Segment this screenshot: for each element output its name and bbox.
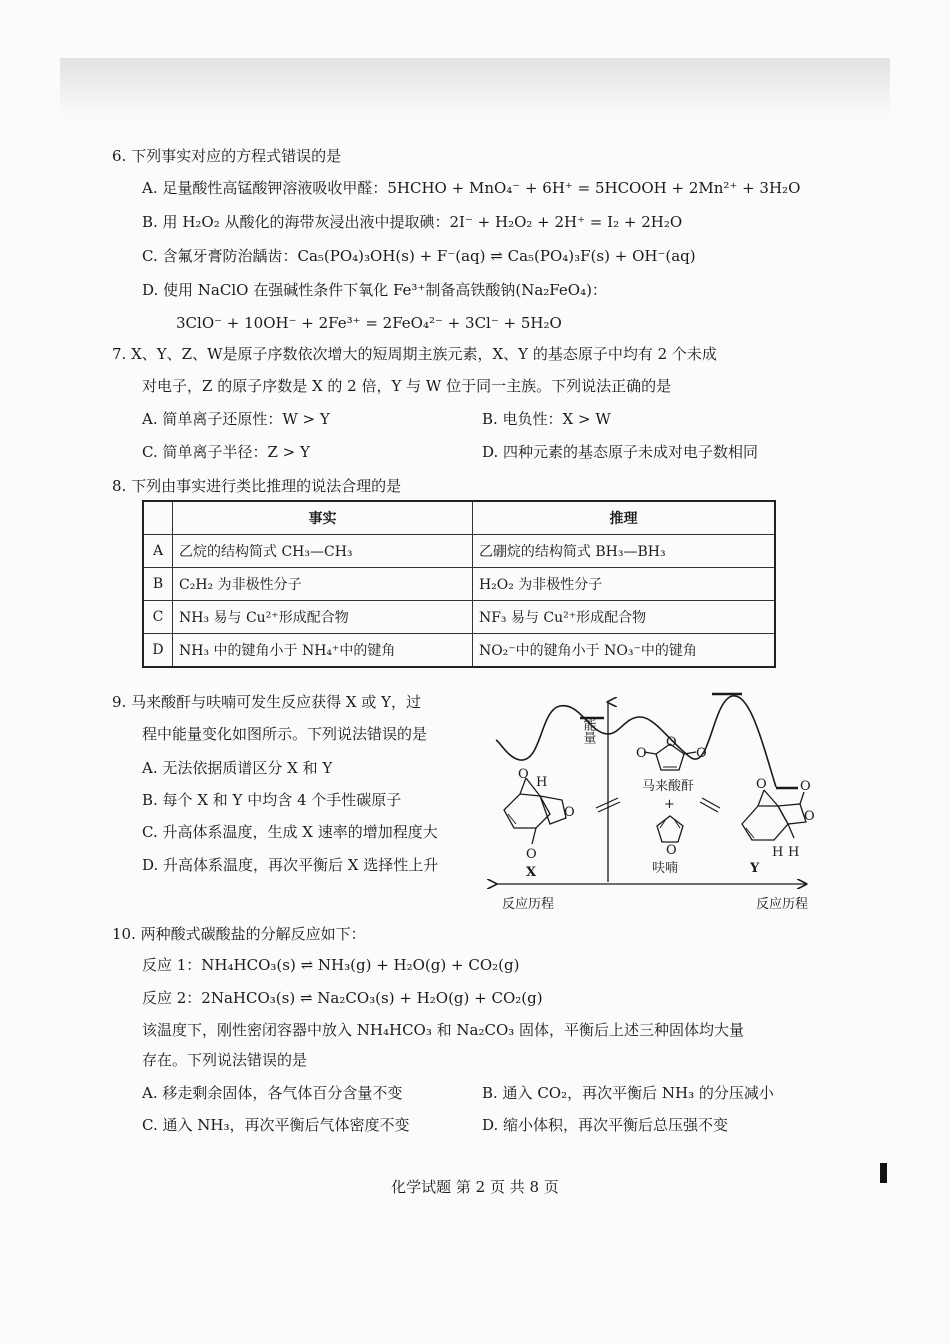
atom-o: O	[804, 809, 815, 824]
row-label: C	[143, 601, 173, 634]
energy-profile-svg	[480, 682, 820, 918]
q6-option-a: A. 足量酸性高锰酸钾溶液吸收甲醛：5HCHO + MnO₄⁻ + 6H⁺ = 5HCOOH + 2Mn²⁺ + 3H₂O	[142, 179, 801, 197]
table-row	[143, 568, 775, 601]
q9-stem-line2: 程中能量变化如图所示。下列说法错误的是	[142, 725, 428, 743]
atom-o: O	[800, 779, 811, 794]
maleic-anhydride-label: 马来酸酐	[642, 779, 695, 794]
atom-o: O	[696, 746, 707, 761]
q10-option-a: A. 移走剩余固体，各气体百分含量不变	[142, 1084, 403, 1102]
scan-shadow	[60, 58, 890, 118]
q7-option-d: D. 四种元素的基态原子未成对电子数相同	[482, 443, 759, 461]
q9-option-b: B. 每个 X 和 Y 中均含 4 个手性碳原子	[142, 791, 402, 809]
product-y-label: Y	[750, 861, 760, 876]
q9-stem-line1: 9. 马来酸酐与呋喃可发生反应获得 X 或 Y，过	[112, 693, 421, 711]
row-fact: NH₃ 中的键角小于 NH₄⁺中的键角	[173, 634, 473, 668]
x-axis-label-left: 反应历程	[502, 897, 555, 912]
table-header-inference: 推理	[472, 501, 775, 535]
atom-o: O	[756, 777, 767, 792]
table-header-empty	[143, 501, 173, 535]
q7-stem-line1: 7. X、Y、Z、W是原子序数依次增大的短周期主族元素，X、Y 的基态原子中均有 2 个未成	[112, 345, 717, 363]
atom-h: H	[788, 845, 800, 860]
q10-stem: 10. 两种酸式碳酸盐的分解反应如下：	[112, 925, 366, 943]
plus-sign: +	[664, 797, 675, 812]
page-footer: 化学试题 第 2 页 共 8 页	[391, 1178, 559, 1196]
table-row	[143, 601, 775, 634]
q8-stem: 8. 下列由事实进行类比推理的说法合理的是	[112, 477, 402, 495]
table-header-row	[143, 501, 775, 535]
maleic-anhydride-structure	[636, 735, 707, 770]
product-x-label: X	[526, 865, 537, 880]
row-label: A	[143, 535, 173, 568]
energy-curve-y	[608, 696, 776, 787]
q9-option-c: C. 升高体系温度，生成 X 速率的增加程度大	[142, 823, 438, 841]
atom-o: O	[666, 843, 677, 858]
q6-option-b: B. 用 H₂O₂ 从酸化的海带灰浸出液中提取碘：2I⁻ + H₂O₂ + 2H⁺ = I₂ + 2H₂O	[142, 213, 683, 231]
row-inference: 乙硼烷的结构简式 BH₃—BH₃	[472, 535, 775, 568]
q9-option-a: A. 无法依据质谱区分 X 和 Y	[142, 759, 333, 777]
row-label: B	[143, 568, 173, 601]
q10-option-d: D. 缩小体积，再次平衡后总压强不变	[482, 1116, 729, 1134]
q10-option-b: B. 通入 CO₂，再次平衡后 NH₃ 的分压减小	[482, 1084, 774, 1102]
row-fact: C₂H₂ 为非极性分子	[173, 568, 473, 601]
table-header-fact: 事实	[173, 501, 473, 535]
q6-option-d-equation: 3ClO⁻ + 10OH⁻ + 2Fe³⁺ = 2FeO₄²⁻ + 3Cl⁻ + 5H₂O	[176, 314, 562, 332]
q6-option-d: D. 使用 NaClO 在强碱性条件下氧化 Fe³⁺制备高铁酸钠(Na₂FeO₄)：	[142, 281, 607, 299]
row-inference: NF₃ 易与 Cu²⁺形成配合物	[472, 601, 775, 634]
q6-option-c: C. 含氟牙膏防治龋齿：Ca₅(PO₄)₃OH(s) + F⁻(aq) ⇌ Ca₅(PO₄)₃F(s) + OH⁻(aq)	[142, 247, 696, 265]
atom-o: O	[636, 746, 647, 761]
furan-structure	[657, 816, 683, 858]
q8-table	[142, 500, 776, 668]
q6-stem: 6. 下列事实对应的方程式错误的是	[112, 147, 342, 165]
atom-o: O	[564, 805, 575, 820]
q10-condition-line1: 该温度下，刚性密闭容器中放入 NH₄HCO₃ 和 Na₂CO₃ 固体，平衡后上述三种固体均大量	[142, 1021, 745, 1039]
atom-o: O	[666, 735, 677, 750]
row-label: D	[143, 634, 173, 668]
q10-reaction-2: 反应 2：2NaHCO₃(s) ⇌ Na₂CO₃(s) + H₂O(g) + CO₂(g)	[142, 989, 543, 1007]
q9-option-d: D. 升高体系温度，再次平衡后 X 选择性上升	[142, 856, 439, 874]
row-fact: 乙烷的结构简式 CH₃—CH₃	[173, 535, 473, 568]
q7-option-a: A. 简单离子还原性：W > Y	[142, 410, 330, 428]
row-inference: H₂O₂ 为非极性分子	[472, 568, 775, 601]
margin-mark	[880, 1163, 887, 1183]
q7-stem-line2: 对电子，Z 的原子序数是 X 的 2 倍，Y 与 W 位于同一主族。下列说法正确的是	[142, 377, 672, 395]
row-inference: NO₂⁻中的键角小于 NO₃⁻中的键角	[472, 634, 775, 668]
x-axis-label-right: 反应历程	[756, 897, 809, 912]
energy-profile-diagram	[480, 682, 820, 918]
atom-h: H	[772, 845, 784, 860]
furan-label: 呋喃	[652, 861, 679, 876]
table-row	[143, 634, 775, 668]
row-fact: NH₃ 易与 Cu²⁺形成配合物	[173, 601, 473, 634]
atom-o: O	[518, 767, 529, 782]
product-y-structure	[742, 777, 815, 860]
y-axis-label: 能量	[580, 718, 596, 744]
q10-option-c: C. 通入 NH₃，再次平衡后气体密度不变	[142, 1116, 410, 1134]
table-row	[143, 535, 775, 568]
product-x-structure	[504, 767, 575, 862]
q7-option-b: B. 电负性：X > W	[482, 410, 611, 428]
atom-h: H	[536, 775, 548, 790]
q10-condition-line2: 存在。下列说法错误的是	[142, 1051, 308, 1069]
equilibrium-arrow-right	[700, 798, 720, 812]
atom-o: O	[526, 847, 537, 862]
q10-reaction-1: 反应 1：NH₄HCO₃(s) ⇌ NH₃(g) + H₂O(g) + CO₂(g)	[142, 956, 520, 974]
q7-option-c: C. 简单离子半径：Z > Y	[142, 443, 310, 461]
